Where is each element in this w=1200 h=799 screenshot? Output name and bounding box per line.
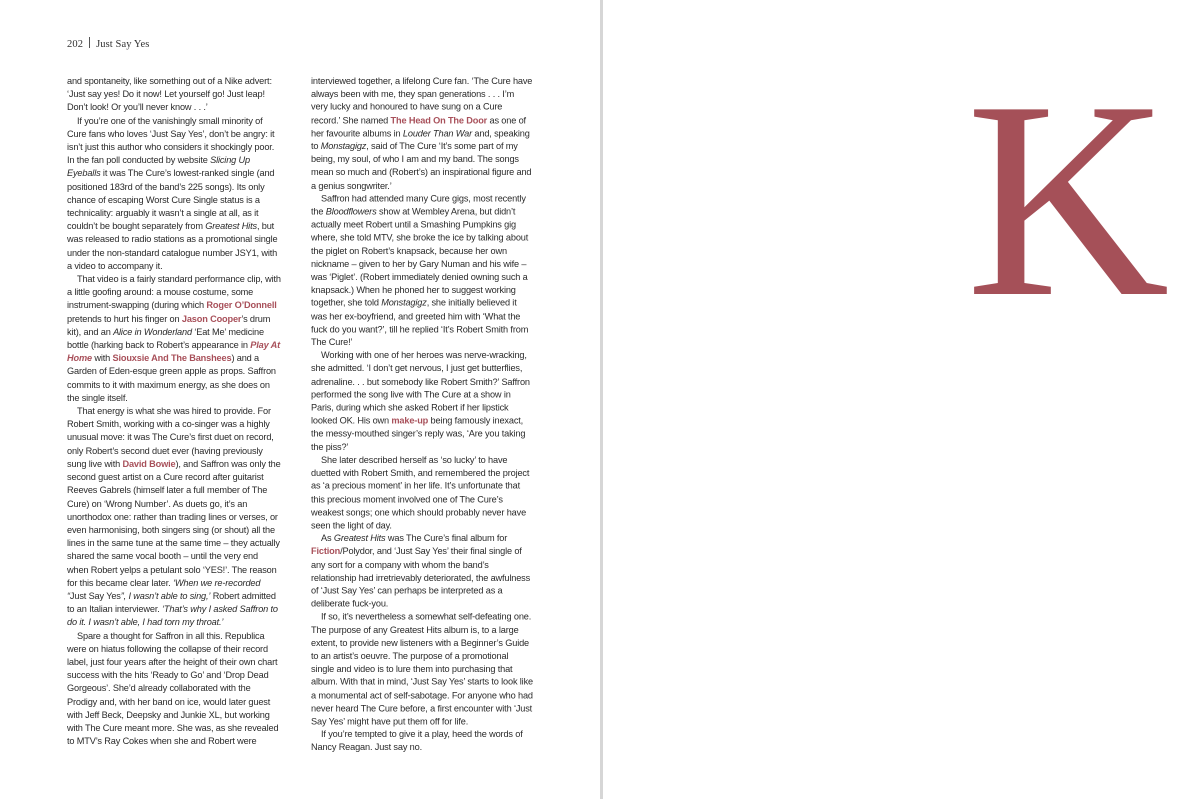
- website-title: Slicing Up Eyeballs: [67, 155, 250, 179]
- header-separator: [89, 37, 90, 48]
- cross-reference-link[interactable]: Fiction: [311, 546, 341, 557]
- left-text-column: [67, 75, 281, 748]
- paragraph: If you’re one of the vanishingly small minority of Cure fans who loves ‘Just Say Yes’, don’t be angry: it isn’t just this author who considers it shockingly poor. In the fan poll conducted by website Slicing Up Eyeballs it was The Cure’s lowest-ranked single (and positioned 183rd of the band’s 225 songs). Its only chance of escaping Worst Cure Single status is a technicality: arguably it wasn’t a single at all, as it couldn’t be bought separately from Greatest Hits, but was released to radio stations as a promotional single under the non-standard catalogue number JSY1, with a video to accompany it.: [67, 115, 278, 271]
- running-head: [67, 37, 150, 50]
- cross-reference-link[interactable]: Siouxsie And The Banshees: [112, 353, 232, 364]
- paragraph: Saffron had attended many Cure gigs, most recently the Bloodflowers show at Wembley Arena, but didn’t actually meet Robert until a Smashing Pumpkins gig where, she told MTV, she broke the ice by talking about the piglet on Robert’s knapsack, because her own nickname – given to her by Gary Numan and his wife – was ‘Piglet’. (Robert immediately denied owning such a knapsack.) When he phoned her to suggest working together, she told Monstagigz, she initially believed it was her ex-boyfriend, and greeted him with ‘What the fuck do you want?’, till he replied ‘It’s Robert Smith from The Cure!’: [311, 193, 529, 348]
- cross-reference-link[interactable]: David Bowie: [122, 458, 176, 469]
- paragraph: If you’re tempted to give it a play, heed the words of Nancy Reagan. Just say no.: [311, 729, 523, 753]
- paragraph: and spontaneity, like something out of a Nike advert: ‘Just say yes! Do it now! Let yourself go! Just leap! Don’t look! Or you’ll never know . . .’: [67, 76, 272, 113]
- album-title: Greatest Hits: [205, 221, 257, 232]
- paragraph: interviewed together, a lifelong Cure fan. ‘The Cure have always been with me, they span generations . . . I’m very lucky and honoured to have sung on a Cure record.’ She named The Head On The Door as one of her favourite albums in Louder Than War and, speaking to Monstagigz, said of The Cure ‘It’s some part of my being, my soul, of who I am and my band. The songs mean so much and (Robert’s) an inspirational figure and a genius songwriter.’: [311, 75, 533, 191]
- cross-reference-link[interactable]: Play At Home: [67, 340, 281, 364]
- paragraph: Spare a thought for Saffron in all this. Republica were on hiatus following the collapse of their record label, just four years after the height of their own chart success with the hits ‘Ready to Go’ and ‘Drop Dead Gorgeous’. She’d already collaborated with the Prodigy and, with her band on ice, would later guest with Jeff Beck, Deepsky and Junkie XL, but working with The Cure meant more. She was, as she revealed to MTV’s Ray Cokes when she and Robert were: [67, 630, 279, 747]
- cross-reference-link[interactable]: make-up: [391, 415, 429, 426]
- page-number: 202: [67, 39, 84, 50]
- chapter-letter: K: [966, 43, 1170, 355]
- cross-reference-link[interactable]: Roger O’Donnell: [206, 300, 277, 311]
- book-title: Just Say Yes: [96, 39, 150, 50]
- paragraph: Working with one of her heroes was nerve-wracking, she admitted. ‘I don’t get nervous, I just get butterflies, adrenaline. . . but somebody like Robert Smith?’ Saffron performed the song live with The Cure at a show in Paris, during which she asked Robert if her lipstick looked OK. His own make-up being famously inexact, the messy-mouthed singer’s reply was, ‘Are you taking the piss?’: [311, 350, 530, 452]
- paragraph: If so, it’s nevertheless a somewhat self-defeating one. The purpose of any Greatest Hits album is, to a large extent, to provide new listeners with a Beginner’s Guide to an artist’s oeuvre. The purpose of a promotional single and video is to lure them into purchasing that album. With that in mind, ‘Just Say Yes’ starts to look like a monumental act of self-sabotage. For anyone who had never heard The Cure before, a first encounter with ‘Just Say Yes’ might have put them off for life.: [311, 611, 533, 727]
- paragraph: As Greatest Hits was The Cure’s final album for Fiction/Polydor, and ‘Just Say Yes’ their final single of any sort for a company with whom the band’s relationship had irretrievably deteriorated, the awfulness of ‘Just Say Yes’ can perhaps be interpreted as a deliberate fuck-you.: [311, 533, 531, 609]
- paragraph: That video is a fairly standard performance clip, with a little goofing around: a mouse costume, some instrument-swapping (during which Roger O’Donnell pretends to hurt his finger on Jason Cooper’s drum kit), and an Alice in Wonderland ‘Eat Me’ medicine bottle (harking back to Robert’s appearance in Play At Home with Siouxsie And The Banshees) and a Garden of Eden-esque green apple as props. Saffron commits to it with maximum energy, as she does on the single itself.: [67, 274, 281, 403]
- cross-reference-link[interactable]: The Head On The Door: [390, 115, 488, 126]
- paragraph: She later described herself as ‘so lucky’ to have duetted with Robert Smith, and remembered the project as ‘a precious moment’ in her life. It’s unfortunate that this precious moment involved one of The Cure’s weakest songs; one which should probably never have seen the light of day.: [311, 454, 530, 531]
- paragraph: That energy is what she was hired to provide. For Robert Smith, working with a co-singer was a highly unusual move: it was The Cure’s first duet on record, only Robert’s second duet ever (having previously sung live with David Bowie), and Saffron was only the second guest artist on a Cure record after guitarist Reeves Gabrels (himself later a full member of The Cure) on ‘Wrong Number’. As duets go, it’s an unorthodox one: rather than trading lines or verses, or even harmonising, both singers sing (or shout) all the lines in the same tune at the same time – they actually shared the same vocal booth – until the very end when Robert yelps a petulant solo ‘YES!’. The reason for this became clear later. ‘When we re-recorded “Just Say Yes”, I wasn’t able to sing,’ Robert admitted to an Italian interviewer. ‘That’s why I asked Saffron to do it. I wasn’t able, I had torn my throat.’: [67, 406, 281, 628]
- right-text-column: [311, 75, 533, 755]
- cross-reference-link[interactable]: Jason Cooper: [181, 313, 242, 324]
